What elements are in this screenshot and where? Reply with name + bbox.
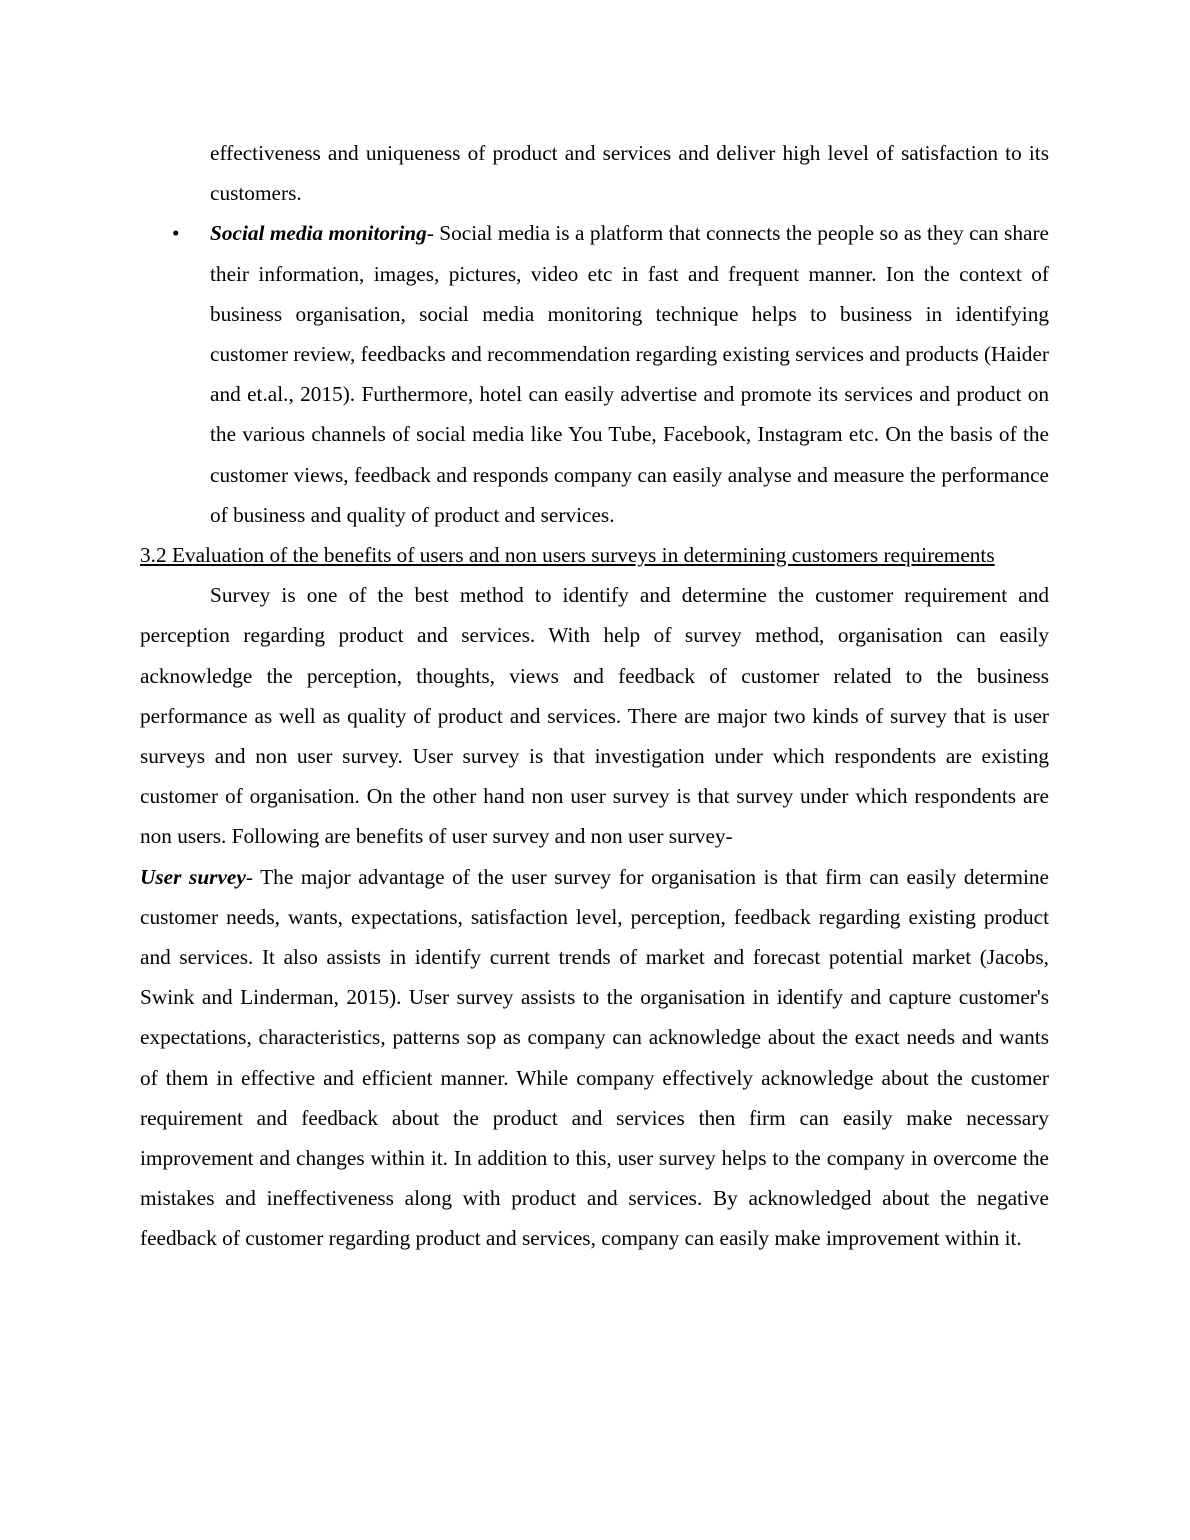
user-survey-paragraph [140,857,1049,1259]
bullet-item-social-media [172,213,1049,535]
document-page [140,133,1049,1259]
bullet-icon: • [172,221,180,246]
bullet-text: - Social media is a platform that connects the people so as they can share their information, images, pictures, video etc in fast and frequent manner. Ion the context of business organisation, social media monitoring technique helps to business in identifying customer review, feedbacks and recommendation regarding existing services and products (Haider and et.al., 2015). Furthermore, hotel can easily advertise and promote its services and product on the various channels of social media like You Tube, Facebook, Instagram etc. On the basis of the customer views, feedback and responds company can easily analyse and measure the performance of business and quality of product and services. [210,221,1049,527]
section-heading [140,535,1049,575]
continuation-paragraph [210,133,1049,213]
bullet-title: Social media monitoring [210,221,427,246]
intro-text: Survey is one of the best method to identify and determine the customer requirement and perception regarding product and services. With help of survey method, organisation can easily acknowledge the perception, thoughts, views and feedback of customer related to the business performance as well as quality of product and services. There are major two kinds of survey that is user surveys and non user survey. User survey is that investigation under which respondents are existing customer of organisation. On the other hand non user survey is that survey under which respondents are non users. Following are benefits of user survey and non user survey- [140,583,1049,849]
user-survey-text: - The major advantage of the user survey for organisation is that firm can easily determine customer needs, wants, expectations, satisfaction level, perception, feedback regarding existing product and services. It also assists in identify current trends of market and forecast potential market (Jacobs, Swink and Linderman, 2015). User survey assists to the organisation in identify and capture customer's expectations, characteristics, patterns sop as company can acknowledge about the exact needs and wants of them in effective and efficient manner. While company effectively acknowledge about the customer requirement and feedback about the product and services then firm can easily make necessary improvement and changes within it. In addition to this, user survey helps to the company in overcome the mistakes and ineffectiveness along with product and services. By acknowledged about the negative feedback of customer regarding product and services, company can easily make improvement within it. [140,864,1049,1251]
intro-paragraph [140,575,1049,856]
user-survey-title: User survey [140,864,246,889]
section-heading-text: 3.2 Evaluation of the benefits of users and non users surveys in determining customers requirements [140,543,995,568]
continuation-text: effectiveness and uniqueness of product and services and deliver high level of satisfaction to its customers. [210,141,1049,206]
